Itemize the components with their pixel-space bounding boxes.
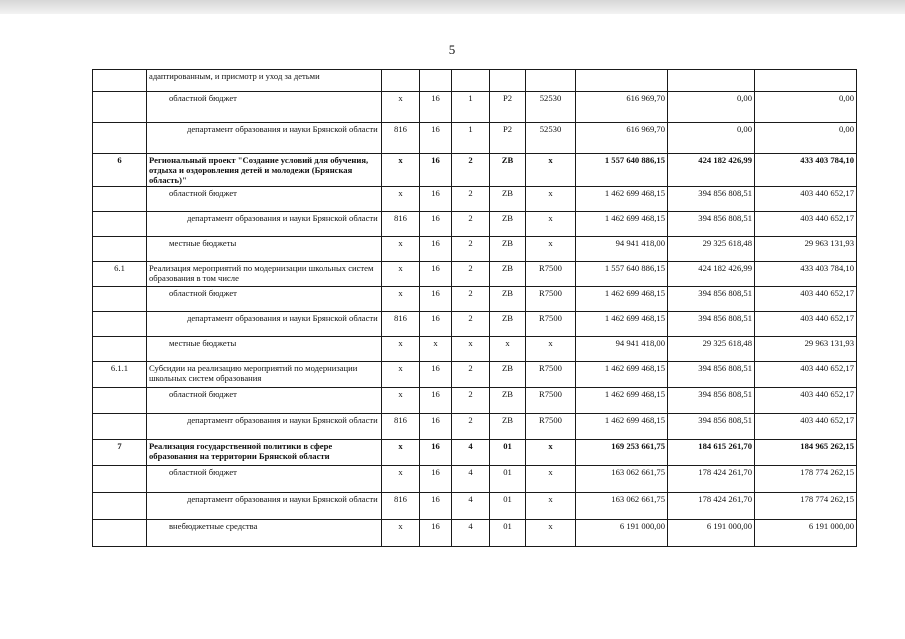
cell-amount-year1: 94 941 418,00	[576, 337, 668, 362]
cell-target-code: 01	[490, 440, 526, 466]
cell-number	[93, 287, 147, 312]
cell-name: местные бюджеты	[147, 337, 382, 362]
cell-amount-year3: 403 440 652,17	[755, 414, 857, 440]
cell-name: департамент образования и науки Брянской области	[147, 414, 382, 440]
cell-number	[93, 388, 147, 414]
cell-amount-year2: 0,00	[668, 92, 755, 123]
cell-amount-year1: 616 969,70	[576, 123, 668, 154]
cell-direction-code: R7500	[526, 388, 576, 414]
cell-target-code: ZB	[490, 154, 526, 187]
cell-direction-code: R7500	[526, 312, 576, 337]
cell-number	[93, 414, 147, 440]
cell-amount-year1: 163 062 661,75	[576, 466, 668, 493]
cell-name: адаптированным, и присмотр и уход за детьми	[147, 70, 382, 92]
cell-admin-code: 816	[382, 312, 420, 337]
cell-amount-year2: 394 856 808,51	[668, 187, 755, 212]
cell-name: областной бюджет	[147, 187, 382, 212]
cell-target-code: ZB	[490, 187, 526, 212]
cell-name: Субсидии на реализацию мероприятий по модернизации школьных систем образования	[147, 362, 382, 388]
page-number: 5	[448, 42, 456, 57]
cell-name: Реализация мероприятий по модернизации школьных систем образования в том числе	[147, 262, 382, 287]
cell-amount-year1: 1 462 699 468,15	[576, 414, 668, 440]
cell-target-code: ZB	[490, 237, 526, 262]
cell-amount-year2: 424 182 426,99	[668, 262, 755, 287]
cell-number: 6.1	[93, 262, 147, 287]
cell-amount-year2: 424 182 426,99	[668, 154, 755, 187]
cell-admin-code: 816	[382, 493, 420, 520]
cell-subprogram-code: 2	[452, 362, 490, 388]
cell-amount-year2: 29 325 618,48	[668, 237, 755, 262]
cell-amount-year2: 0,00	[668, 123, 755, 154]
cell-target-code: ZB	[490, 312, 526, 337]
table-row	[93, 520, 857, 547]
cell-direction-code: х	[526, 337, 576, 362]
cell-program-code: 16	[420, 287, 452, 312]
cell-amount-year2	[668, 70, 755, 92]
cell-admin-code: х	[382, 520, 420, 547]
cell-direction-code: 52530	[526, 92, 576, 123]
cell-amount-year1: 1 462 699 468,15	[576, 388, 668, 414]
cell-admin-code: 816	[382, 123, 420, 154]
cell-admin-code: х	[382, 440, 420, 466]
cell-name: местные бюджеты	[147, 237, 382, 262]
cell-name: областной бюджет	[147, 466, 382, 493]
table-row	[93, 440, 857, 466]
cell-program-code: 16	[420, 466, 452, 493]
cell-name: Региональный проект "Создание условий для обучения, отдыха и оздоровления детей и молодежи (Брянская область)"	[147, 154, 382, 187]
cell-name: департамент образования и науки Брянской области	[147, 312, 382, 337]
cell-program-code: 16	[420, 262, 452, 287]
cell-subprogram-code: 2	[452, 287, 490, 312]
cell-target-code: ZB	[490, 212, 526, 237]
cell-amount-year3: 403 440 652,17	[755, 362, 857, 388]
cell-subprogram-code: 4	[452, 493, 490, 520]
cell-amount-year1	[576, 70, 668, 92]
cell-number: 6	[93, 154, 147, 187]
cell-admin-code: 816	[382, 414, 420, 440]
cell-program-code: 16	[420, 312, 452, 337]
cell-subprogram-code: 2	[452, 187, 490, 212]
cell-subprogram-code: 4	[452, 440, 490, 466]
cell-program-code: 16	[420, 440, 452, 466]
cell-number	[93, 337, 147, 362]
cell-subprogram-code: 2	[452, 312, 490, 337]
cell-program-code: 16	[420, 123, 452, 154]
cell-amount-year3: 29 963 131,93	[755, 237, 857, 262]
cell-direction-code: х	[526, 237, 576, 262]
cell-name: департамент образования и науки Брянской области	[147, 212, 382, 237]
cell-number	[93, 92, 147, 123]
cell-amount-year1: 1 462 699 468,15	[576, 312, 668, 337]
cell-amount-year3: 403 440 652,17	[755, 212, 857, 237]
cell-target-code: ZB	[490, 262, 526, 287]
cell-number	[93, 237, 147, 262]
cell-amount-year3: 433 403 784,10	[755, 262, 857, 287]
cell-name: областной бюджет	[147, 92, 382, 123]
cell-amount-year3: 184 965 262,15	[755, 440, 857, 466]
cell-admin-code: х	[382, 92, 420, 123]
cell-amount-year2: 178 424 261,70	[668, 466, 755, 493]
table-row	[93, 287, 857, 312]
cell-amount-year3: 433 403 784,10	[755, 154, 857, 187]
cell-subprogram-code: 2	[452, 388, 490, 414]
cell-amount-year1: 616 969,70	[576, 92, 668, 123]
cell-admin-code: х	[382, 362, 420, 388]
cell-amount-year3: 403 440 652,17	[755, 388, 857, 414]
cell-amount-year3: 6 191 000,00	[755, 520, 857, 547]
cell-program-code: 16	[420, 520, 452, 547]
table-row	[93, 262, 857, 287]
cell-program-code: х	[420, 337, 452, 362]
cell-direction-code: R7500	[526, 414, 576, 440]
table-row	[93, 212, 857, 237]
cell-direction-code: R7500	[526, 287, 576, 312]
cell-amount-year3: 29 963 131,93	[755, 337, 857, 362]
cell-program-code: 16	[420, 237, 452, 262]
cell-subprogram-code: 2	[452, 212, 490, 237]
cell-subprogram-code: 2	[452, 237, 490, 262]
cell-number	[93, 187, 147, 212]
cell-admin-code: х	[382, 262, 420, 287]
cell-amount-year2: 394 856 808,51	[668, 212, 755, 237]
cell-amount-year3: 403 440 652,17	[755, 312, 857, 337]
table-row	[93, 388, 857, 414]
cell-target-code: 01	[490, 466, 526, 493]
cell-number: 7	[93, 440, 147, 466]
cell-amount-year3: 0,00	[755, 92, 857, 123]
cell-admin-code: х	[382, 337, 420, 362]
cell-admin-code: х	[382, 287, 420, 312]
cell-program-code: 16	[420, 212, 452, 237]
cell-admin-code: х	[382, 466, 420, 493]
cell-direction-code: х	[526, 440, 576, 466]
cell-name: Реализация государственной политики в сфере образования на территории Брянской области	[147, 440, 382, 466]
cell-name: внебюджетные средства	[147, 520, 382, 547]
cell-target-code: ZB	[490, 287, 526, 312]
cell-direction-code: х	[526, 187, 576, 212]
cell-amount-year1: 1 462 699 468,15	[576, 212, 668, 237]
cell-program-code: 16	[420, 388, 452, 414]
table-row	[93, 70, 857, 92]
cell-name: областной бюджет	[147, 287, 382, 312]
cell-program-code: 16	[420, 92, 452, 123]
cell-target-code	[490, 70, 526, 92]
cell-direction-code: R7500	[526, 262, 576, 287]
cell-amount-year1: 1 557 640 886,15	[576, 262, 668, 287]
cell-target-code: 01	[490, 493, 526, 520]
cell-amount-year2: 394 856 808,51	[668, 312, 755, 337]
table-row	[93, 493, 857, 520]
table-row	[93, 362, 857, 388]
cell-direction-code: х	[526, 212, 576, 237]
cell-subprogram-code: 4	[452, 466, 490, 493]
cell-program-code	[420, 70, 452, 92]
cell-admin-code: х	[382, 154, 420, 187]
cell-amount-year1: 1 462 699 468,15	[576, 187, 668, 212]
cell-amount-year3: 403 440 652,17	[755, 187, 857, 212]
cell-amount-year1: 1 462 699 468,15	[576, 362, 668, 388]
cell-amount-year3: 0,00	[755, 123, 857, 154]
cell-number	[93, 123, 147, 154]
cell-program-code: 16	[420, 362, 452, 388]
table-row	[93, 92, 857, 123]
cell-amount-year1: 1 462 699 468,15	[576, 287, 668, 312]
budget-table	[92, 69, 857, 547]
cell-subprogram-code: х	[452, 337, 490, 362]
cell-admin-code: х	[382, 237, 420, 262]
table-body	[93, 70, 857, 547]
cell-subprogram-code: 2	[452, 414, 490, 440]
cell-subprogram-code: 2	[452, 262, 490, 287]
cell-amount-year2: 178 424 261,70	[668, 493, 755, 520]
cell-direction-code: R7500	[526, 362, 576, 388]
table-row	[93, 237, 857, 262]
cell-number: 6.1.1	[93, 362, 147, 388]
cell-target-code: P2	[490, 123, 526, 154]
cell-target-code: 01	[490, 520, 526, 547]
cell-admin-code	[382, 70, 420, 92]
cell-name: департамент образования и науки Брянской области	[147, 123, 382, 154]
cell-number	[93, 312, 147, 337]
cell-target-code: ZB	[490, 362, 526, 388]
cell-number	[93, 70, 147, 92]
cell-amount-year2: 394 856 808,51	[668, 287, 755, 312]
cell-name: департамент образования и науки Брянской области	[147, 493, 382, 520]
cell-amount-year3	[755, 70, 857, 92]
cell-number	[93, 520, 147, 547]
cell-target-code: ZB	[490, 414, 526, 440]
cell-amount-year3: 178 774 262,15	[755, 493, 857, 520]
cell-direction-code: х	[526, 520, 576, 547]
cell-number	[93, 466, 147, 493]
cell-admin-code: х	[382, 388, 420, 414]
cell-program-code: 16	[420, 493, 452, 520]
cell-amount-year1: 94 941 418,00	[576, 237, 668, 262]
table-row	[93, 154, 857, 187]
table-row	[93, 312, 857, 337]
cell-subprogram-code	[452, 70, 490, 92]
cell-subprogram-code: 4	[452, 520, 490, 547]
cell-target-code: P2	[490, 92, 526, 123]
cell-subprogram-code: 1	[452, 92, 490, 123]
cell-admin-code: х	[382, 187, 420, 212]
cell-amount-year1: 6 191 000,00	[576, 520, 668, 547]
cell-subprogram-code: 2	[452, 154, 490, 187]
table-row	[93, 414, 857, 440]
cell-number	[93, 493, 147, 520]
cell-amount-year1: 163 062 661,75	[576, 493, 668, 520]
cell-subprogram-code: 1	[452, 123, 490, 154]
cell-amount-year3: 178 774 262,15	[755, 466, 857, 493]
cell-amount-year1: 1 557 640 886,15	[576, 154, 668, 187]
cell-direction-code: х	[526, 493, 576, 520]
cell-amount-year2: 394 856 808,51	[668, 388, 755, 414]
table-row	[93, 187, 857, 212]
cell-amount-year2: 29 325 618,48	[668, 337, 755, 362]
cell-program-code: 16	[420, 187, 452, 212]
cell-name: областной бюджет	[147, 388, 382, 414]
table-row	[93, 466, 857, 493]
cell-direction-code: х	[526, 154, 576, 187]
cell-program-code: 16	[420, 414, 452, 440]
table-row	[93, 337, 857, 362]
cell-admin-code: 816	[382, 212, 420, 237]
cell-target-code: ZB	[490, 388, 526, 414]
cell-amount-year3: 403 440 652,17	[755, 287, 857, 312]
cell-number	[93, 212, 147, 237]
cell-direction-code: 52530	[526, 123, 576, 154]
scan-top-band	[0, 0, 905, 14]
cell-amount-year2: 394 856 808,51	[668, 414, 755, 440]
cell-amount-year1: 169 253 661,75	[576, 440, 668, 466]
cell-direction-code	[526, 70, 576, 92]
cell-direction-code: х	[526, 466, 576, 493]
cell-program-code: 16	[420, 154, 452, 187]
cell-amount-year2: 394 856 808,51	[668, 362, 755, 388]
cell-target-code: х	[490, 337, 526, 362]
cell-amount-year2: 184 615 261,70	[668, 440, 755, 466]
cell-amount-year2: 6 191 000,00	[668, 520, 755, 547]
table-row	[93, 123, 857, 154]
